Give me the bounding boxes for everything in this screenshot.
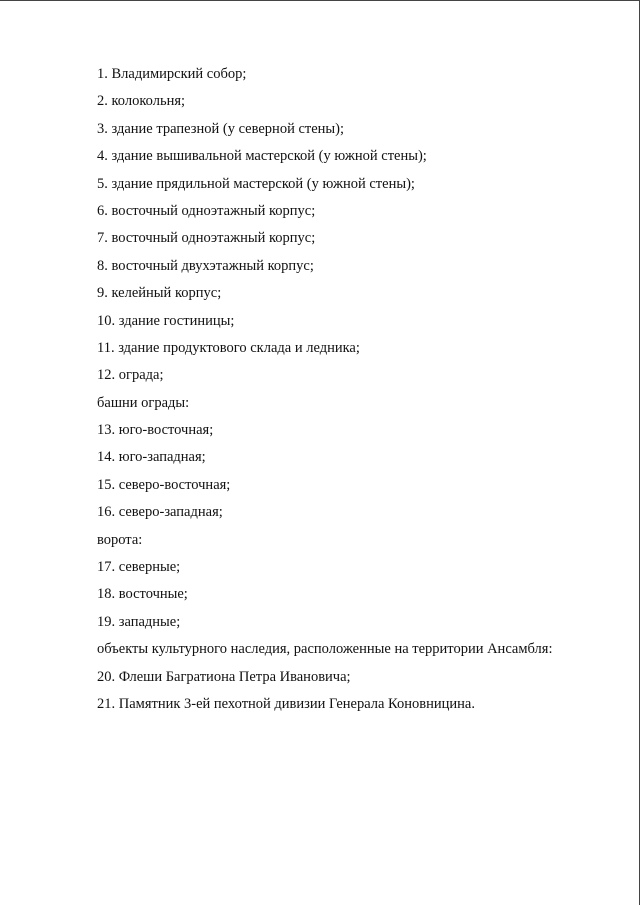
document-body	[97, 61, 597, 718]
list-item: 13. юго-восточная;	[97, 422, 214, 439]
section-heading: ворота:	[97, 531, 143, 548]
list-item: 14. юго-западная;	[97, 449, 206, 466]
list-item: 11. здание продуктового склада и ледника;	[97, 339, 360, 356]
list-item: 9. келейный корпус;	[97, 285, 222, 302]
list-item: 19. западные;	[97, 613, 181, 630]
list-item: 4. здание вышивальной мастерской (у южной стены);	[97, 148, 427, 165]
list-item: 7. восточный одноэтажный корпус;	[97, 230, 316, 247]
list-item: 21. Памятник 3-ей пехотной дивизии Генерала Коновницина.	[97, 695, 475, 712]
section-heading: объекты культурного наследия, расположенные на территории Ансамбля:	[97, 641, 553, 658]
list-item: 1. Владимирский собор;	[97, 66, 247, 82]
list-item: 8. восточный двухэтажный корпус;	[97, 257, 314, 274]
list-item: 2. колокольня;	[97, 93, 186, 110]
list-item: 15. северо-восточная;	[97, 476, 231, 493]
list-item: 12. ограда;	[97, 367, 164, 384]
list-item: 16. северо-западная;	[97, 504, 223, 521]
section-heading: башни ограды:	[97, 394, 190, 411]
list-item: 17. северные;	[97, 559, 181, 576]
list-item: 20. Флеши Багратиона Петра Ивановича;	[97, 668, 351, 685]
list-item: 18. восточные;	[97, 586, 188, 603]
list-item: 5. здание прядильной мастерской (у южной стены);	[97, 175, 415, 192]
list-item: 6. восточный одноэтажный корпус;	[97, 202, 316, 219]
list-item: 3. здание трапезной (у северной стены);	[97, 120, 345, 137]
list-item: 10. здание гостиницы;	[97, 312, 235, 329]
